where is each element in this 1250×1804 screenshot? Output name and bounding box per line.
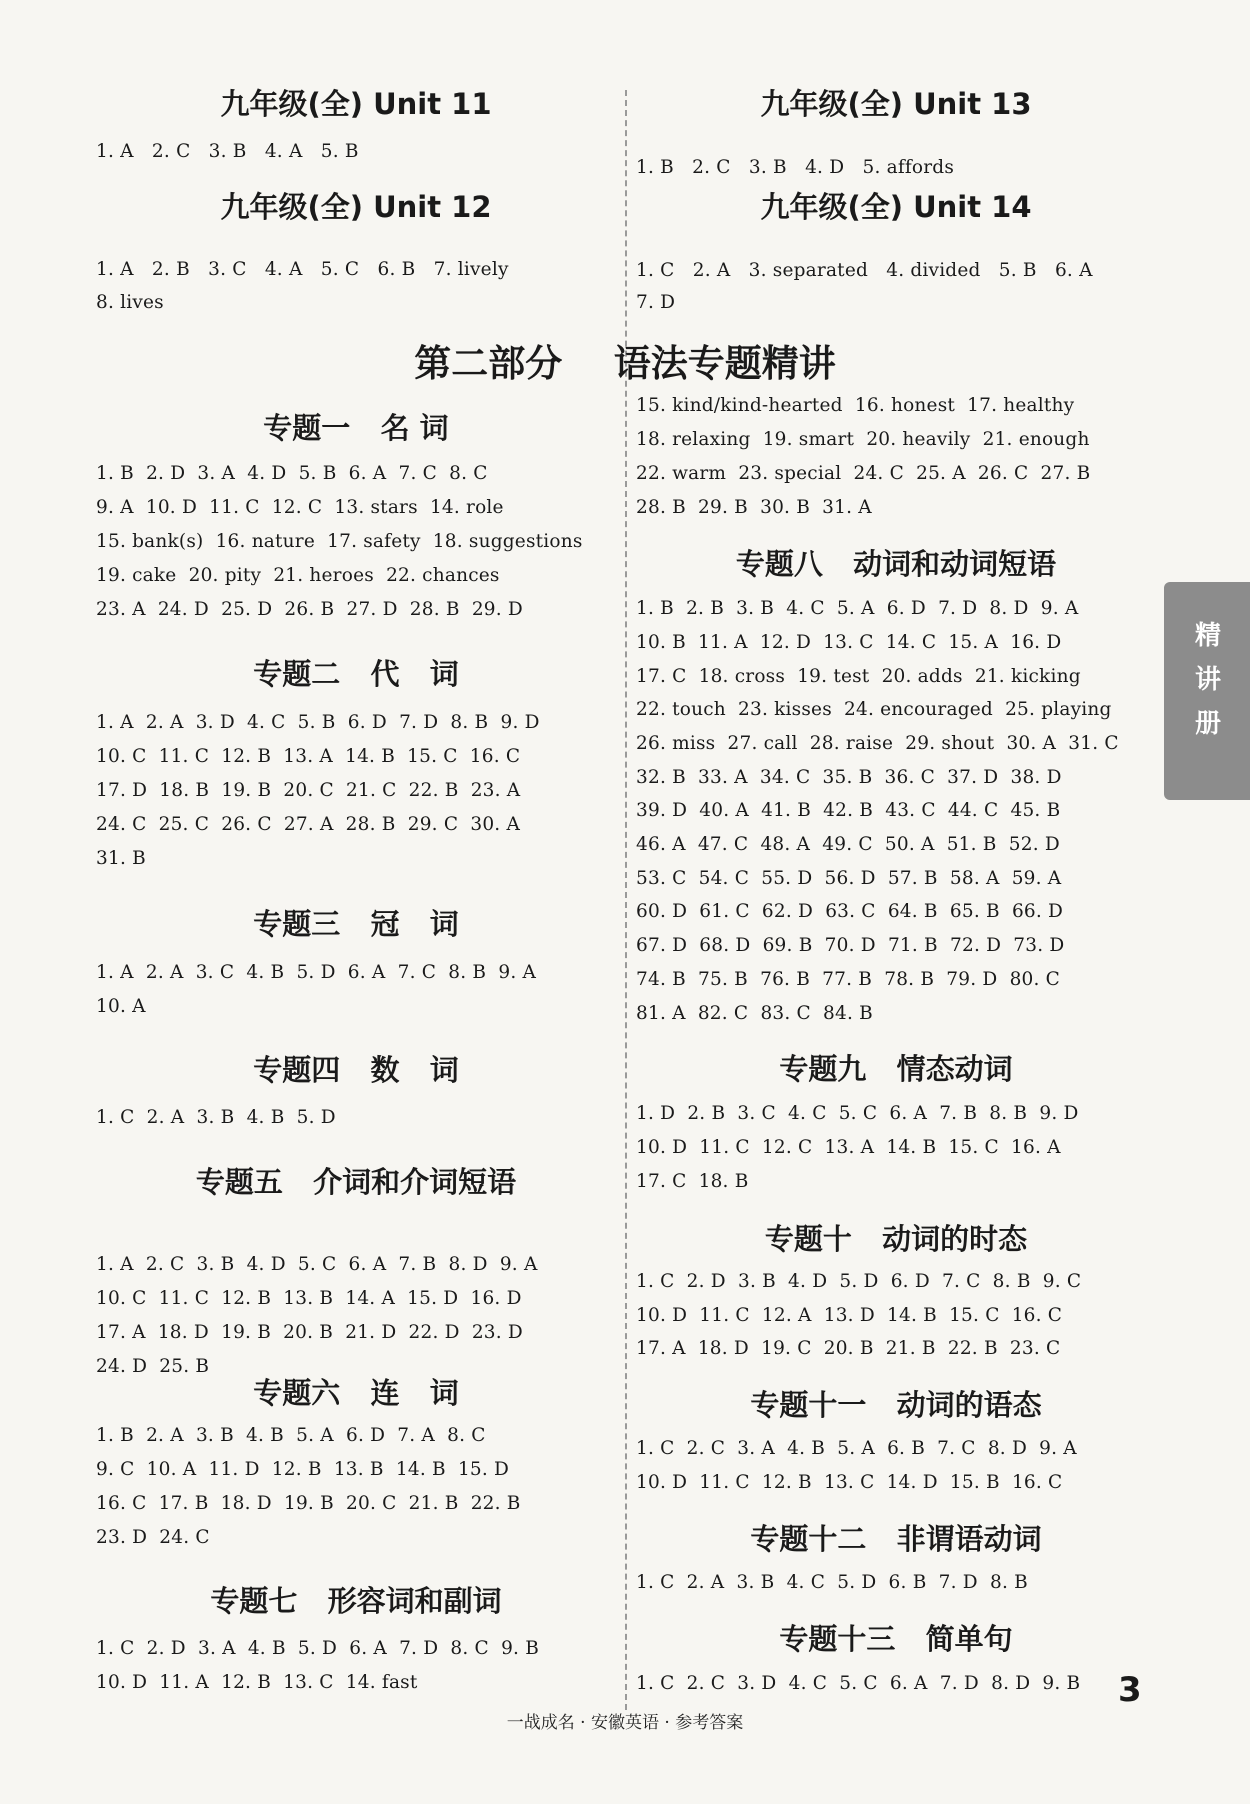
part-title: 第二部分 语法专题精讲: [414, 341, 836, 385]
answer-line: 1. A 2. B 3. C 4. A 5. C 6. B 7. lively: [96, 259, 509, 280]
answer-line: 1. A 2. C 3. B 4. A 5. B: [96, 141, 359, 162]
answer-line: 28. B 29. B 30. B 31. A: [636, 497, 872, 518]
answer-line: 24. C 25. C 26. C 27. A 28. B 29. C 30. A: [96, 814, 521, 835]
section-heading: 专题十 动词的时态: [764, 1222, 1028, 1256]
answer-line: 74. B 75. B 76. B 77. B 78. B 79. D 80. C: [636, 969, 1061, 990]
answer-line: 17. C 18. B: [636, 1171, 749, 1192]
answer-line: 1. D 2. B 3. C 4. C 5. C 6. A 7. B 8. B 9. D: [636, 1103, 1079, 1124]
section-heading: 专题一 名 词: [263, 411, 449, 445]
answer-line: 16. C 17. B 18. D 19. B 20. C 21. B 22. B: [96, 1493, 521, 1514]
answer-line: 9. C 10. A 11. D 12. B 13. B 14. B 15. D: [96, 1459, 510, 1480]
answer-line: 26. miss 27. call 28. raise 29. shout 30. A 31. C: [636, 733, 1119, 754]
section-heading: 九年级(全) Unit 14: [760, 190, 1032, 224]
answer-line: 1. B 2. A 3. B 4. B 5. A 6. D 7. A 8. C: [96, 1425, 486, 1446]
answer-line: 9. A 10. D 11. C 12. C 13. stars 14. role: [96, 497, 504, 518]
answer-line: 10. C 11. C 12. B 13. A 14. B 15. C 16. C: [96, 746, 521, 767]
section-heading: 专题五 介词和介词短语: [195, 1165, 517, 1199]
side-tab-label: 精讲册: [1194, 621, 1221, 739]
answer-line: 1. A 2. A 3. C 4. B 5. D 6. A 7. C 8. B 9. A: [96, 962, 537, 983]
answer-line: 1. C 2. D 3. A 4. B 5. D 6. A 7. D 8. C 9. B: [96, 1638, 539, 1659]
answer-line: 10. D 11. A 12. B 13. C 14. fast: [96, 1672, 418, 1693]
answer-line: 10. D 11. C 12. C 13. A 14. B 15. C 16. A: [636, 1137, 1061, 1158]
answer-line: 19. cake 20. pity 21. heroes 22. chances: [96, 565, 500, 586]
answer-line: 10. D 11. C 12. B 13. C 14. D 15. B 16. C: [636, 1472, 1063, 1493]
section-heading: 专题七 形容词和副词: [210, 1584, 502, 1618]
answer-line: 1. B 2. B 3. B 4. C 5. A 6. D 7. D 8. D 9. A: [636, 598, 1079, 619]
section-heading: 专题四 数 词: [253, 1053, 459, 1087]
answer-line: 1. B 2. D 3. A 4. D 5. B 6. A 7. C 8. C: [96, 463, 488, 484]
answer-line: 18. relaxing 19. smart 20. heavily 21. enough: [636, 429, 1090, 450]
answer-line: 1. A 2. C 3. B 4. D 5. C 6. A 7. B 8. D 9. A: [96, 1254, 538, 1275]
answer-line: 31. B: [96, 848, 146, 869]
answer-line: 1. C 2. C 3. A 4. B 5. A 6. B 7. C 8. D 9. A: [636, 1438, 1077, 1459]
answer-line: 39. D 40. A 41. B 42. B 43. C 44. C 45. B: [636, 800, 1061, 821]
answer-line: 15. bank(s) 16. nature 17. safety 18. suggestions: [96, 531, 583, 552]
answer-line: 17. A 18. D 19. B 20. B 21. D 22. D 23. D: [96, 1322, 523, 1343]
answer-line: 1. A 2. A 3. D 4. C 5. B 6. D 7. D 8. B 9. D: [96, 712, 540, 733]
section-heading: 专题六 连 词: [253, 1376, 459, 1410]
answer-line: 22. warm 23. special 24. C 25. A 26. C 27. B: [636, 463, 1091, 484]
answer-line: 10. C 11. C 12. B 13. B 14. A 15. D 16. D: [96, 1288, 522, 1309]
answer-line: 22. touch 23. kisses 24. encouraged 25. playing: [636, 699, 1112, 720]
answer-line: 24. D 25. B: [96, 1356, 210, 1377]
answer-line: 17. A 18. D 19. C 20. B 21. B 22. B 23. C: [636, 1338, 1061, 1359]
answer-line: 23. D 24. C: [96, 1527, 210, 1548]
section-heading: 九年级(全) Unit 13: [760, 87, 1032, 121]
section-heading: 专题三 冠 词: [253, 907, 459, 941]
answer-line: 67. D 68. D 69. B 70. D 71. B 72. D 73. D: [636, 935, 1065, 956]
answer-line: 53. C 54. C 55. D 56. D 57. B 58. A 59. A: [636, 868, 1062, 889]
answer-line: 10. B 11. A 12. D 13. C 14. C 15. A 16. D: [636, 632, 1062, 653]
answer-line: 8. lives: [96, 292, 164, 313]
page-footer: 一战成名 · 安徽英语 · 参考答案: [506, 1713, 744, 1733]
answer-line: 46. A 47. C 48. A 49. C 50. A 51. B 52. D: [636, 834, 1060, 855]
section-heading: 专题十二 非谓语动词: [750, 1522, 1042, 1556]
answer-line: 32. B 33. A 34. C 35. B 36. C 37. D 38. D: [636, 767, 1062, 788]
answer-line: 60. D 61. C 62. D 63. C 64. B 65. B 66. D: [636, 901, 1064, 922]
section-heading: 专题八 动词和动词短语: [735, 547, 1057, 581]
section-heading: 专题九 情态动词: [779, 1052, 1013, 1086]
answer-line: 17. C 18. cross 19. test 20. adds 21. kicking: [636, 666, 1081, 687]
side-tab: [1164, 582, 1250, 800]
answer-line: 1. B 2. C 3. B 4. D 5. affords: [636, 157, 955, 178]
answer-line: 1. C 2. A 3. B 4. B 5. D: [96, 1107, 336, 1128]
page-number: 3: [1118, 1670, 1142, 1710]
answer-line: 17. D 18. B 19. B 20. C 21. C 22. B 23. A: [96, 780, 521, 801]
answer-line: 10. D 11. C 12. A 13. D 14. B 15. C 16. C: [636, 1305, 1063, 1326]
section-heading: 九年级(全) Unit 12: [220, 190, 492, 224]
section-heading: 专题十一 动词的语态: [750, 1388, 1042, 1422]
answer-line: 1. C 2. A 3. separated 4. divided 5. B 6. A: [636, 260, 1093, 281]
answer-line: 1. C 2. A 3. B 4. C 5. D 6. B 7. D 8. B: [636, 1572, 1028, 1593]
answer-line: 23. A 24. D 25. D 26. B 27. D 28. B 29. D: [96, 599, 523, 620]
answer-line: 81. A 82. C 83. C 84. B: [636, 1003, 873, 1024]
answer-line: 1. C 2. D 3. B 4. D 5. D 6. D 7. C 8. B 9. C: [636, 1271, 1082, 1292]
section-heading: 专题二 代 词: [253, 657, 459, 691]
answer-line: 7. D: [636, 292, 676, 313]
answer-line: 15. kind/kind-hearted 16. honest 17. healthy: [636, 395, 1075, 416]
answer-line: 1. C 2. C 3. D 4. C 5. C 6. A 7. D 8. D 9. B: [636, 1673, 1081, 1694]
section-heading: 专题十三 简单句: [779, 1622, 1013, 1656]
answer-line: 10. A: [96, 996, 146, 1017]
section-heading: 九年级(全) Unit 11: [220, 87, 492, 121]
